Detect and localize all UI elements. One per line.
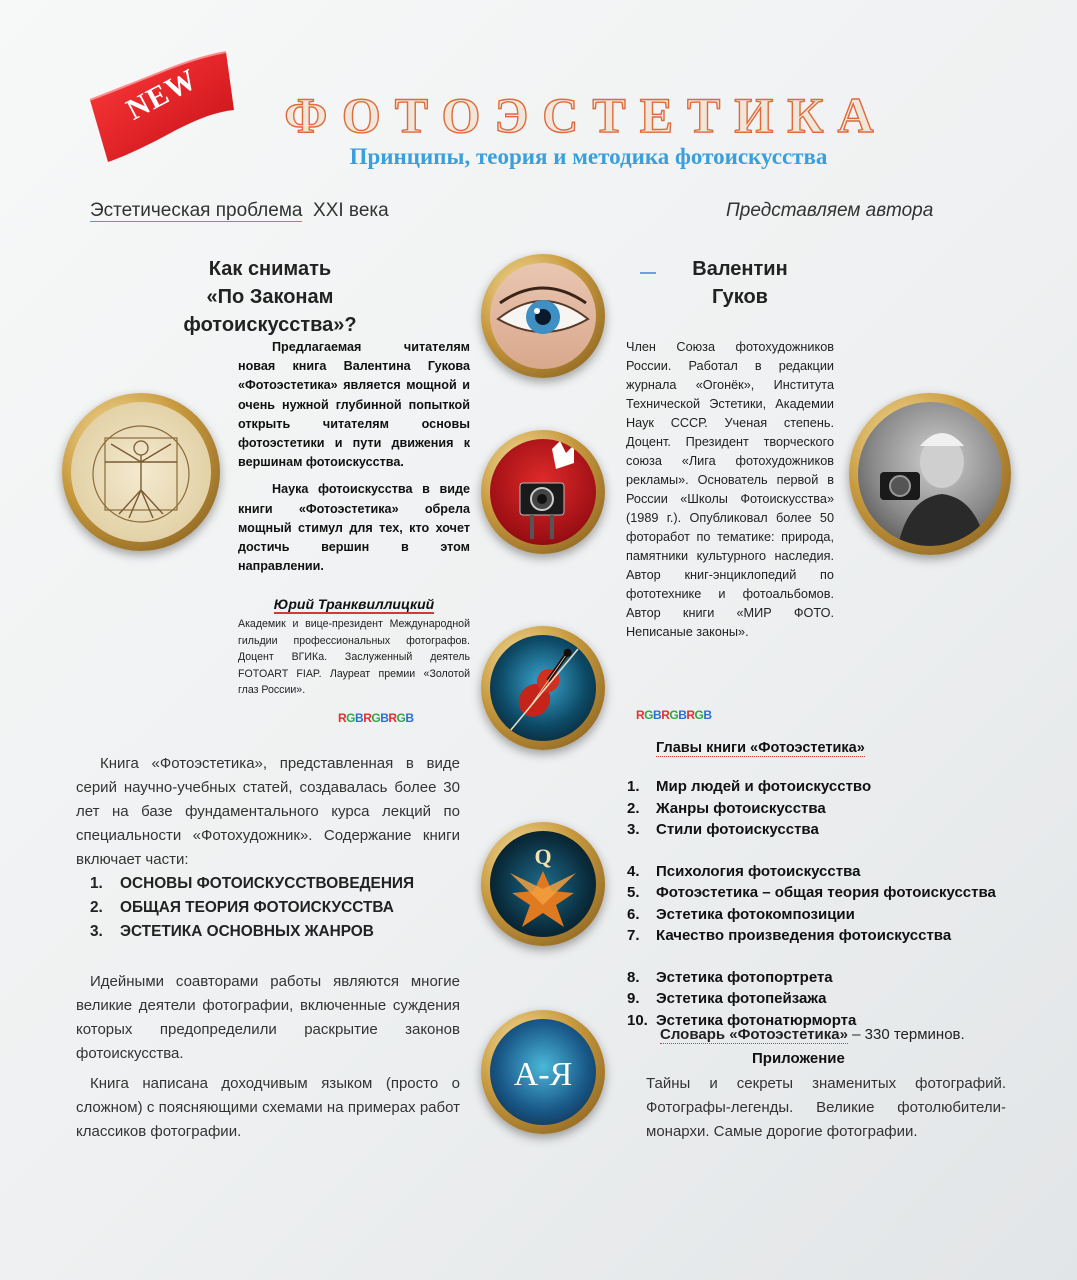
dictionary-medallion	[481, 1010, 605, 1134]
dictionary-count: – 330 терминов.	[852, 1026, 965, 1043]
list-item	[90, 920, 470, 944]
list-number: 1.	[90, 875, 103, 892]
rgb-b: B	[653, 708, 662, 722]
dictionary-line	[660, 1026, 965, 1043]
dictionary-label: Словарь «Фотоэстетика»	[660, 1026, 848, 1043]
rgb-r: R	[388, 711, 397, 725]
section-label-left-a: Эстетическая проблема	[90, 200, 303, 221]
coauthors-text	[76, 970, 460, 1144]
list-item-title: Эстетика фотонатюрморта	[656, 1011, 857, 1029]
list-item-title: Эстетика фотокомпозиции	[656, 905, 855, 923]
left-heading	[120, 255, 420, 339]
violin-icon	[490, 635, 596, 741]
section-label-left	[90, 200, 389, 222]
vitruvian-man-icon	[71, 402, 211, 542]
rgb-b: B	[678, 708, 687, 722]
intro-paragraph-1: Предлагаемая читателям новая книга Валентина Гукова «Фотоэстетика» является мощной и очень нужной глубинной попыткой открыть читателям основы фотоэстетики и пути движения к вершинам фотоискусства.	[238, 340, 470, 470]
list-item-title: Качество произведения фотоискусства	[656, 927, 952, 944]
rgb-r: R	[363, 711, 372, 725]
section-label-left-b: XXI века	[313, 200, 389, 221]
list-number: 5.	[627, 884, 640, 901]
book-style-paragraph: Книга написана доходчивым языком (просто о сложном) с поясняющими схемами на примерах работ классиков фотографии.	[76, 1075, 460, 1140]
section-label-right: Представляем автора	[726, 200, 934, 221]
left-heading-line1: Как снимать	[208, 258, 332, 280]
list-item	[627, 819, 1047, 841]
list-item-title: Стили фотоискусства	[656, 821, 819, 838]
rgb-r: R	[338, 711, 347, 725]
list-item	[627, 776, 1047, 798]
rgb-r: R	[661, 708, 670, 722]
book-parts-list	[90, 872, 470, 944]
list-item	[627, 904, 1047, 926]
list-item-title: ОСНОВЫ ФОТОИСКУССТВОВЕДЕНИЯ	[120, 875, 415, 892]
vitruvian-man-medallion	[62, 393, 220, 551]
new-badge-label: NEW	[121, 62, 203, 127]
list-number: 10.	[627, 1011, 648, 1029]
alphabet-icon	[490, 1019, 596, 1125]
author-bio: Член Союза фотохудожников России. Работал в редакции журнала «Огонёк», Института Технической Эстетики, Академии Наук СССР. Ученая степень. Доцент. Президент творческого союза «Лига фотохудожников рекламы». Основатель первой в России «Школы Фотоискусства» (1989 г.). Опубликовал более 50 фоторабот по тематике: природа, памятники культурного наследия. Автор книг-энциклопедий по фототехнике и фотоальбомов. Автор книги «МИР ФОТО. Неписаные законы».	[626, 340, 834, 639]
camera-icon	[490, 439, 596, 545]
chapters-title-text: Главы книги «Фотоэстетика»	[656, 740, 865, 756]
rgb-r: R	[636, 708, 645, 722]
left-heading-line2: «По Законам фотоискусства»?	[183, 286, 357, 336]
rgb-g: G	[346, 711, 356, 725]
list-number: 8.	[627, 968, 640, 986]
list-item	[90, 872, 470, 896]
intro-paragraph-2: Наука фотоискусства в виде книги «Фотоэстетика» обрела мощный стимул для тех, кто хочет достичь вершин в этом направлении.	[238, 482, 470, 574]
az-label: А-Я	[513, 1056, 573, 1093]
chapters-title	[656, 740, 865, 756]
rgb-g: G	[669, 708, 679, 722]
rgb-b: B	[380, 711, 389, 725]
author-portrait-medallion	[849, 393, 1011, 555]
rgb-r: R	[686, 708, 695, 722]
star-icon	[490, 831, 596, 937]
list-number: 9.	[627, 990, 640, 1007]
intro-text	[238, 338, 470, 576]
book-description	[76, 752, 460, 872]
page-title: ФОТОЭСТЕТИКА	[284, 87, 888, 143]
chapters-list	[627, 776, 1047, 1031]
quote-author-role: Академик и вице-президент Международной гильдии профессиональных фотографов. Доцент ВГИКа. Заслуженный деятель FOTOART FIAP. Лауреат премии «Золотой глаз России».	[238, 618, 470, 696]
violin-medallion	[481, 626, 605, 750]
quote-author-name: Юрий Транквиллицкий	[273, 596, 435, 612]
list-number: 3.	[90, 923, 103, 940]
list-item-title: Мир людей и фотоискусство	[656, 778, 872, 795]
portrait-photographer-icon	[858, 402, 1002, 546]
rgb-g: G	[371, 711, 381, 725]
rgb-g: G	[396, 711, 406, 725]
rgb-b: B	[355, 711, 364, 725]
list-item-title: Эстетика фотопейзажа	[656, 990, 827, 1007]
list-item	[627, 967, 1047, 989]
list-item-title: Психология фотоискусства	[656, 862, 861, 880]
eye-icon	[490, 263, 596, 369]
list-item	[627, 882, 1047, 904]
rgb-g: G	[644, 708, 654, 722]
book-description-text: Книга «Фотоэстетика», представленная в виде серий научно-учебных статей, создавалась более 30 лет на базе фундаментального курса лекций по специальности «Фотохудожник». Содержание книги включает части:	[76, 755, 460, 868]
author-first-name: Валентин	[692, 258, 788, 280]
appendix-text: Тайны и секреты знаменитых фотографий. Фотографы-легенды. Великие фотолюбители-монархи. Самые дорогие фотографии.	[646, 1075, 1006, 1140]
rgb-mark-right	[636, 708, 712, 722]
rgb-mark-left	[338, 711, 414, 725]
page-subtitle: Принципы, теория и методика фотоискусства	[349, 144, 828, 169]
coauthors-paragraph: Идейными соавторами работы являются многие великие деятели фотографии, включенные суждения которых предопределили раскрытие законов фотоискусства.	[76, 973, 460, 1062]
rgb-g: G	[694, 708, 704, 722]
author-name-heading	[640, 255, 840, 311]
list-number: 7.	[627, 927, 640, 944]
list-item-title: ЭСТЕТИКА ОСНОВНЫХ ЖАНРОВ	[120, 923, 374, 940]
list-item	[627, 925, 1047, 947]
list-number: 2.	[90, 899, 103, 916]
q-star-medallion	[481, 822, 605, 946]
list-item	[627, 861, 1047, 883]
list-item	[90, 896, 470, 920]
list-item	[627, 798, 1047, 820]
author-last-name: Гуков	[712, 286, 768, 308]
appendix-title: Приложение	[752, 1050, 845, 1067]
quote-author	[238, 596, 470, 612]
list-item-title: Эстетика фотопортрета	[656, 968, 833, 986]
rgb-b: B	[703, 708, 712, 722]
q-letter: Q	[534, 844, 552, 869]
list-number: 4.	[627, 862, 640, 880]
list-item-title: Жанры фотоискусства	[656, 799, 826, 817]
list-item-title: ОБЩАЯ ТЕОРИЯ ФОТОИСКУССТВА	[120, 899, 394, 916]
photographer-medallion	[481, 430, 605, 554]
list-number: 1.	[627, 778, 640, 795]
rgb-b: B	[405, 711, 414, 725]
list-item-title: Фотоэстетика – общая теория фотоискусства	[656, 884, 996, 901]
list-number: 2.	[627, 799, 640, 817]
list-number: 3.	[627, 821, 640, 838]
list-item	[627, 988, 1047, 1010]
list-number: 6.	[627, 905, 640, 923]
eye-medallion	[481, 254, 605, 378]
